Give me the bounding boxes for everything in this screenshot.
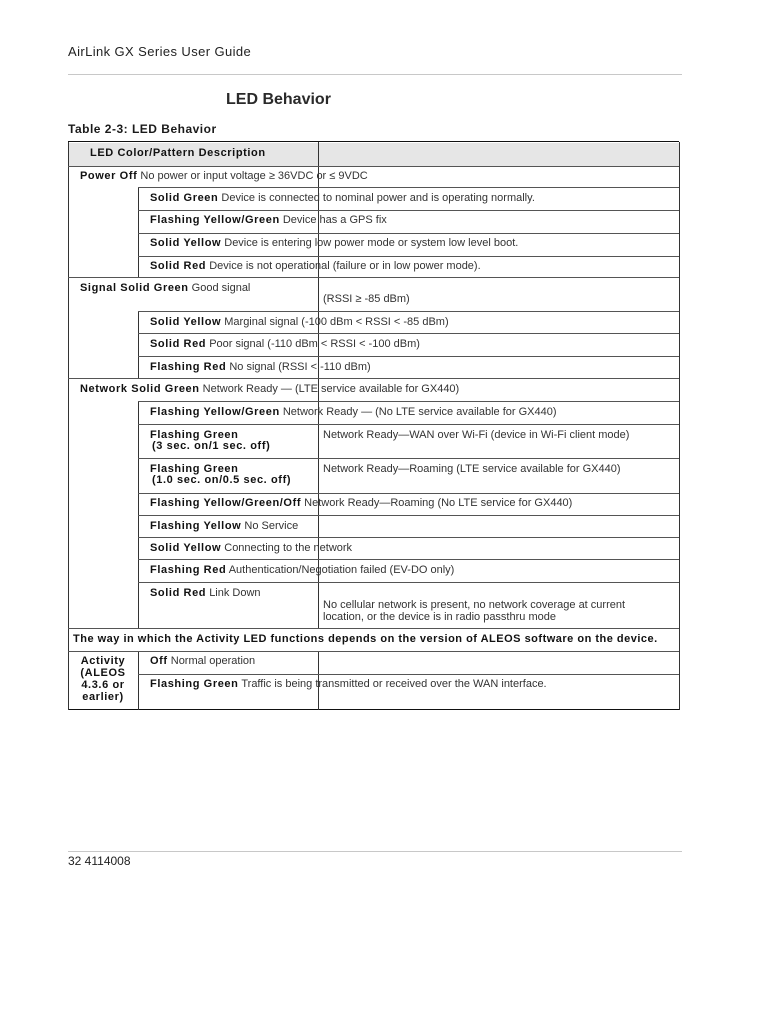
row-divider — [138, 356, 679, 357]
row-divider — [138, 493, 679, 494]
activity-label-line: Activity — [80, 655, 126, 667]
led-description: Link Down — [209, 587, 261, 599]
signal-solid-yellow-row — [150, 316, 449, 328]
led-description: Authentication/Negotiation failed (EV-DO only) — [228, 564, 455, 576]
led-pattern-label: Solid Yellow — [150, 316, 222, 328]
led-table-frame — [68, 141, 679, 710]
led-pattern-label: Solid Yellow — [150, 237, 222, 249]
activity-flashing-green-row — [150, 678, 547, 690]
power-solid-green-row — [150, 192, 535, 204]
signal-flashing-red-row — [150, 361, 371, 373]
network-flashing-yellow-green-row — [150, 406, 557, 418]
led-description: Network Ready—Roaming (No LTE service for GX440) — [304, 497, 573, 509]
row-divider — [138, 233, 679, 234]
row-divider — [68, 166, 679, 167]
network-flashing-ygo-row — [150, 497, 572, 509]
led-pattern-label: Signal Solid Green — [80, 282, 189, 294]
row-divider — [138, 582, 679, 583]
running-header: AirLink GX Series User Guide — [68, 44, 252, 59]
led-description: Device is connected to nominal power and is operating normally. — [221, 192, 535, 204]
led-description: Good signal — [191, 282, 251, 294]
power-solid-red-row — [150, 260, 481, 272]
row-divider — [138, 537, 679, 538]
led-description: No signal (RSSI < -110 dBm) — [229, 361, 371, 373]
led-pattern-label: Solid Red — [150, 587, 207, 599]
row-divider — [138, 424, 679, 425]
table-caption: Table 2-3: LED Behavior — [68, 122, 217, 136]
led-description: Network Ready—Roaming (LTE service available for GX440) — [323, 463, 621, 475]
page-footer: 32 4114008 — [68, 854, 131, 868]
header-rule — [68, 74, 682, 75]
led-description: No Service — [244, 520, 299, 532]
activity-led-label — [70, 655, 136, 703]
activity-off-row — [150, 655, 255, 667]
row-divider — [138, 401, 679, 402]
led-description: Poor signal (-110 dBm < RSSI < -100 dBm) — [209, 338, 420, 350]
table-right-border — [679, 142, 680, 710]
led-pattern-label: Flashing Yellow/Green/Off — [150, 497, 302, 509]
activity-label-line: (ALEOS — [80, 667, 126, 679]
led-description: Traffic is being transmitted or received over the WAN interface. — [241, 678, 547, 690]
led-description-detail: location, or the device is in radio passthru mode — [323, 611, 556, 623]
subcolumn-divider-activity — [138, 651, 139, 710]
led-description: Network Ready—WAN over Wi-Fi (device in Wi-Fi client mode) — [323, 429, 630, 441]
signal-solid-red-row — [150, 338, 420, 350]
led-pattern-label: Flashing Green — [150, 463, 239, 475]
led-pattern-label: Solid Red — [150, 338, 207, 350]
led-description-detail: No cellular network is present, no network coverage at current — [323, 599, 626, 611]
led-pattern-label: Flashing Red — [150, 361, 227, 373]
row-divider — [138, 333, 679, 334]
led-pattern-label: Flashing Red — [150, 564, 227, 576]
led-pattern-label: Flashing Green — [150, 429, 239, 441]
power-off-row — [80, 170, 368, 182]
led-description: Device has a GPS fix — [282, 214, 387, 226]
network-solid-red-row — [150, 587, 261, 599]
led-description: Device is not operational (failure or in low power mode). — [209, 260, 481, 272]
network-solid-green-row — [80, 383, 459, 395]
led-description: Marginal signal (-100 dBm < RSSI < -85 dBm) — [224, 316, 449, 328]
led-description: Network Ready — (No LTE service available for GX440) — [282, 406, 557, 418]
network-flashing-yellow-row — [150, 520, 298, 532]
led-description: Connecting to the network — [224, 542, 353, 554]
subcolumn-divider-signal — [138, 311, 139, 378]
led-pattern-label: Flashing Yellow — [150, 520, 242, 532]
row-divider — [138, 515, 679, 516]
led-description: Device is entering low power mode or system low level boot. — [224, 237, 519, 249]
signal-solid-green-row — [80, 282, 250, 294]
led-description: Normal operation — [170, 655, 256, 667]
row-divider — [68, 378, 679, 379]
subcolumn-divider-power — [138, 187, 139, 277]
led-description: Network Ready — (LTE service available for GX440) — [202, 383, 460, 395]
led-pattern-label: Solid Green — [150, 192, 219, 204]
led-pattern-label: Flashing Green — [150, 678, 239, 690]
network-solid-yellow-row — [150, 542, 352, 554]
row-divider — [68, 277, 679, 278]
row-divider — [68, 651, 679, 652]
led-pattern-label: Off — [150, 655, 168, 667]
row-divider — [138, 559, 679, 560]
row-divider — [138, 210, 679, 211]
activity-version-note: The way in which the Activity LED functions depends on the version of ALEOS software on the device. — [73, 633, 658, 645]
footer-rule — [68, 851, 682, 852]
led-pattern-timing: (3 sec. on/1 sec. off) — [152, 440, 271, 452]
led-pattern-label: Solid Yellow — [150, 542, 222, 554]
activity-label-line: 4.3.6 or — [81, 679, 125, 691]
led-pattern-label: Flashing Yellow/Green — [150, 214, 280, 226]
led-pattern-label: Flashing Yellow/Green — [150, 406, 280, 418]
table-left-border — [68, 142, 69, 710]
row-divider — [68, 628, 679, 629]
led-pattern-label: Network Solid Green — [80, 383, 200, 395]
led-description: No power or input voltage ≥ 36VDC or ≤ 9VDC — [140, 170, 368, 182]
activity-label-line: earlier) — [82, 691, 124, 703]
power-flashing-yellow-green-row — [150, 214, 387, 226]
row-divider — [138, 256, 679, 257]
row-divider — [138, 674, 679, 675]
led-pattern-label: Solid Red — [150, 260, 207, 272]
signal-good-threshold: (RSSI ≥ -85 dBm) — [323, 293, 410, 305]
page-title: LED Behavior — [226, 91, 331, 108]
row-divider — [138, 311, 679, 312]
led-pattern-timing: (1.0 sec. on/0.5 sec. off) — [152, 474, 292, 486]
led-pattern-label: Power Off — [80, 170, 138, 182]
row-divider — [138, 187, 679, 188]
network-flashing-red-row — [150, 564, 454, 576]
power-solid-yellow-row — [150, 237, 518, 249]
table-header-label: LED Color/Pattern Description — [90, 147, 266, 159]
row-divider — [138, 458, 679, 459]
